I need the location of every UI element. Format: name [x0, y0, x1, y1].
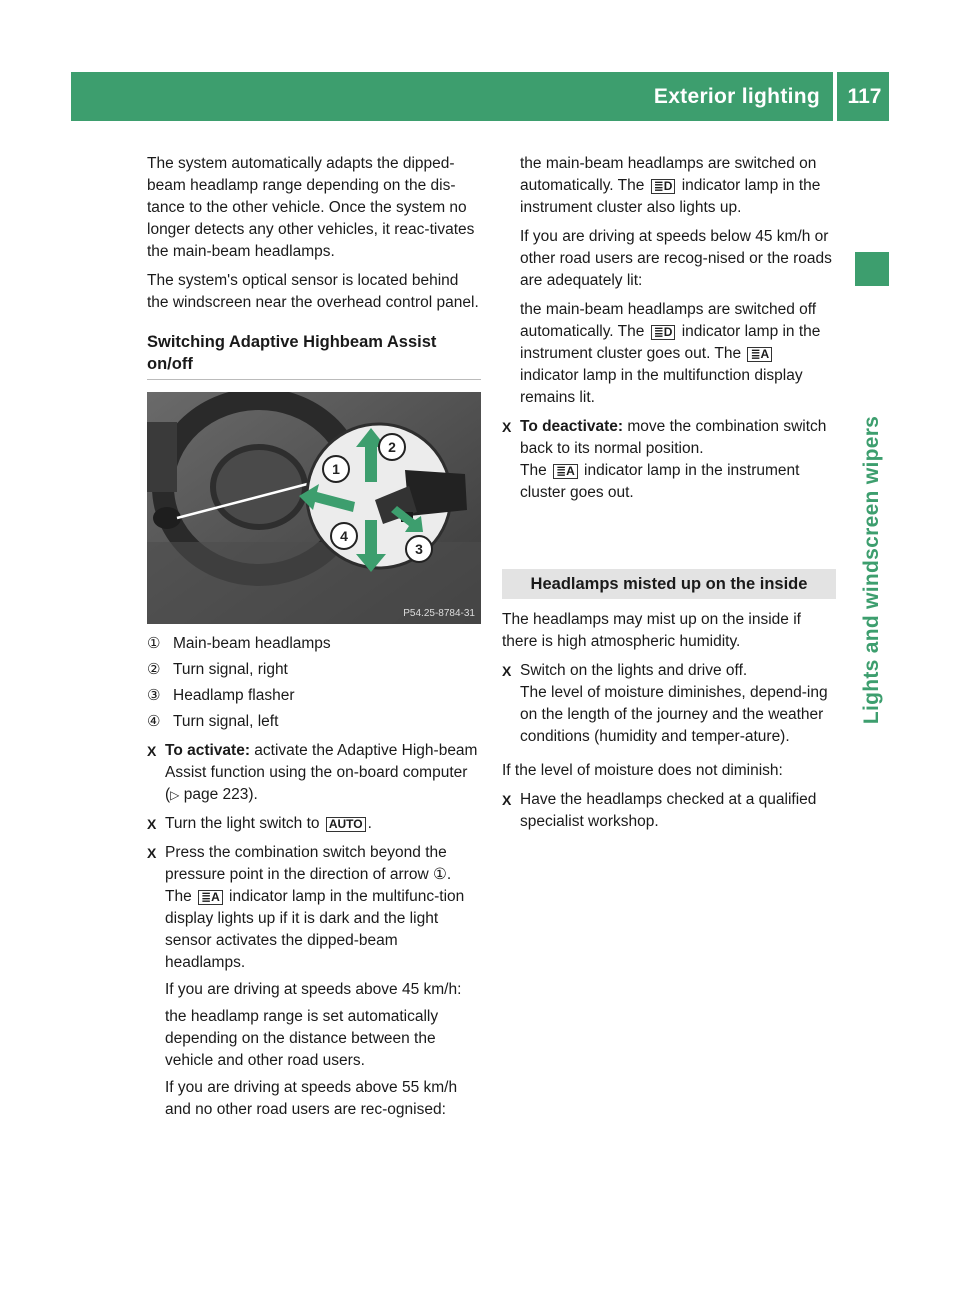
step-text: .	[446, 866, 452, 883]
step-press-switch	[147, 842, 481, 1126]
callout-4-label: 4	[340, 528, 348, 544]
section-heading: Headlamps misted up on the inside	[502, 569, 836, 599]
step-paragraph: If you are driving at speeds below 45 km/h or other road users are recog-nised or the roads are adequately lit:	[520, 228, 832, 289]
legend-label: Turn signal, right	[173, 661, 288, 678]
legend-number: ②	[147, 661, 161, 678]
step-marker: X	[502, 663, 512, 679]
step-drive-off	[502, 660, 836, 753]
step-label: To deactivate:	[520, 418, 624, 435]
main-beam-icon: ≣D	[651, 179, 676, 194]
step-text: move the combination switch back to its normal position.	[520, 418, 827, 457]
side-tab	[855, 252, 889, 286]
legend-label: Turn signal, left	[173, 713, 279, 730]
step-paragraph	[520, 299, 836, 409]
step-deactivate	[502, 416, 836, 509]
adaptive-highbeam-icon: ≣A	[198, 890, 223, 905]
adaptive-highbeam-icon: ≣A	[553, 464, 578, 479]
step-text: indicator lamp in the instrument cluster goes out.	[520, 462, 800, 501]
step-text: indicator lamp in the multifunc-tion display lights up if it is dark and the light sensor activates the dipped-beam headlamps.	[165, 888, 465, 971]
figure-code: P54.25-8784-31	[403, 608, 475, 619]
instrument-area	[147, 422, 177, 492]
arrow-ref: ①	[432, 866, 447, 883]
step-workshop	[502, 789, 836, 833]
step-paragraph	[165, 842, 481, 974]
page-number: 117	[847, 85, 882, 108]
legend-number: ③	[147, 687, 161, 704]
main-beam-icon: ≣D	[651, 325, 676, 340]
step-text: Turn the light switch to	[165, 815, 324, 832]
combination-switch-figure	[147, 392, 481, 624]
step-paragraph: If you are driving at speeds above 45 km/h:	[165, 981, 462, 998]
step-paragraph	[520, 660, 836, 748]
step-text: Press the combination switch beyond the pressure point in the direction of arrow	[165, 844, 447, 883]
step-marker: X	[147, 845, 157, 861]
legend-item	[147, 711, 481, 733]
step-light-switch	[147, 813, 481, 835]
intro-paragraph: The system's optical sensor is located behind the windscreen near the overhead control panel.	[147, 272, 479, 311]
legend-number: ④	[147, 713, 161, 730]
step-paragraph: If you are driving at speeds above 55 km/h and no other road users are rec-ognised:	[165, 1079, 458, 1118]
step-text: activate the Adaptive High-beam Assist function using the on-board computer (	[165, 742, 478, 803]
step-text: the main-beam headlamps are switched off automatically. The	[520, 301, 817, 340]
continued-step	[502, 153, 836, 409]
step-text: Switch on the lights and drive off.	[520, 662, 748, 679]
intro-paragraph: The system automatically adapts the dipped-beam headlamp range depending on the dis-tance to the other vehicle. Once the system no longer detects any other vehicles, it reac-tivates the main-beam headlamps.	[147, 155, 475, 260]
auto-icon: AUTO	[326, 817, 366, 832]
page-ref-link[interactable]: page 223).	[179, 786, 258, 803]
step-marker: X	[502, 792, 512, 808]
light-switch-knob	[153, 507, 181, 529]
step-paragraph	[520, 153, 836, 219]
step-text: indicator lamp in the instrument cluster also lights up.	[520, 177, 821, 216]
legend-item	[147, 633, 481, 655]
adaptive-highbeam-icon: ≣A	[747, 347, 772, 362]
callout-3-label: 3	[415, 541, 423, 557]
body-paragraph: The headlamps may mist up on the inside if there is high atmospheric humidity.	[502, 611, 801, 650]
step-marker: X	[147, 816, 157, 832]
step-text: The	[520, 462, 552, 479]
legend-item	[147, 659, 481, 681]
step-text: The level of moisture diminishes, depend-ing on the length of the journey and the weather conditions (humidity and temper-ature).	[520, 684, 828, 745]
legend-label: Headlamp flasher	[173, 687, 295, 704]
step-text: Have the headlamps checked at a qualified specialist workshop.	[520, 791, 817, 830]
body-paragraph: If the level of moisture does not diminish:	[502, 762, 783, 779]
step-marker: X	[147, 743, 157, 759]
legend-number: ①	[147, 635, 161, 652]
callout-1-label: 1	[332, 461, 340, 477]
header-divider	[833, 72, 837, 121]
step-paragraph	[520, 416, 836, 504]
chapter-side-label: Lights and windscreen wipers	[860, 415, 883, 725]
step-text: The	[165, 888, 197, 905]
step-text: .	[367, 815, 372, 832]
right-column	[502, 153, 836, 840]
left-column	[147, 153, 481, 1133]
step-paragraph: the headlamp range is set automatically depending on the distance between the vehicle and other road users.	[165, 1008, 439, 1069]
step-activate	[147, 740, 481, 806]
step-label: To activate:	[165, 742, 250, 759]
callout-2-label: 2	[388, 439, 396, 455]
step-text: indicator lamp in the multifunction display remains lit.	[520, 367, 803, 406]
step-text: the main-beam headlamps are switched on automatically. The	[520, 155, 817, 194]
step-marker: X	[502, 419, 512, 435]
subheading: Switching Adaptive Highbeam Assist on/off	[147, 331, 481, 380]
page-ref-icon: ▷	[170, 788, 180, 802]
legend-item	[147, 685, 481, 707]
step-text: indicator lamp in the instrument cluster goes out. The	[520, 323, 821, 362]
legend-label: Main-beam headlamps	[173, 635, 331, 652]
header-section-title: Exterior lighting	[653, 85, 820, 108]
